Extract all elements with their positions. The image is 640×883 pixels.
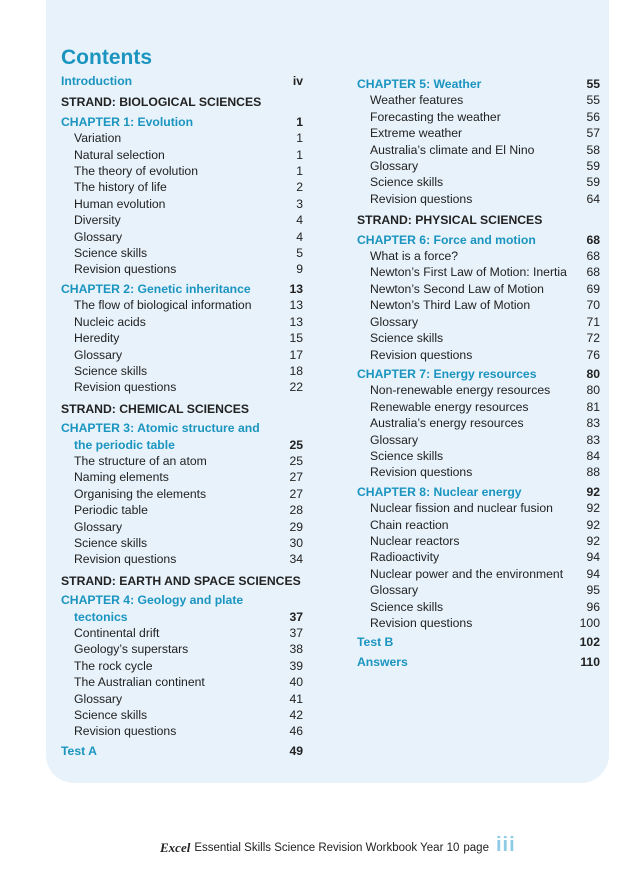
entry-title: Glossary: [370, 159, 419, 174]
test-entry[interactable]: [357, 654, 600, 670]
entry-title: Glossary: [370, 583, 419, 598]
toc-entry[interactable]: [61, 674, 303, 690]
test-entry[interactable]: [61, 743, 303, 759]
toc-entry[interactable]: [357, 330, 600, 346]
toc-entry[interactable]: [357, 517, 600, 533]
toc-entry[interactable]: [357, 264, 600, 280]
entry-title: Non-renewable energy resources: [370, 383, 551, 398]
entry-title: Nucleic acids: [74, 314, 146, 329]
entry-title: Newton’s First Law of Motion: Inertia: [370, 265, 567, 280]
page-number: 80: [586, 366, 600, 381]
page-number: 37: [289, 609, 303, 624]
page-number: 92: [586, 533, 600, 548]
entry-title: Science skills: [370, 448, 444, 463]
entry-title: Human evolution: [74, 196, 166, 211]
chapter-entry[interactable]: [357, 484, 600, 500]
page-number: 70: [586, 298, 600, 313]
page-number: 57: [586, 126, 600, 141]
page-number: 3: [296, 196, 303, 211]
page-number: 68: [586, 265, 600, 280]
toc-entry[interactable]: [357, 415, 600, 431]
toc-entry[interactable]: [61, 261, 303, 277]
toc-entry[interactable]: [61, 130, 303, 146]
toc-entry[interactable]: [357, 248, 600, 264]
strand-heading: [357, 212, 600, 228]
page-number: 15: [289, 331, 303, 346]
toc-entry[interactable]: [61, 486, 303, 502]
toc-entry[interactable]: [61, 147, 303, 163]
entry-title: Revision questions: [370, 347, 473, 362]
toc-entry[interactable]: [61, 707, 303, 723]
page-number: 69: [586, 281, 600, 296]
page-number: 110: [580, 654, 600, 669]
toc-entry[interactable]: [61, 347, 303, 363]
toc-entry[interactable]: [357, 109, 600, 125]
entry-title: Glossary: [74, 229, 123, 244]
strand-heading: [61, 573, 303, 589]
page-number: 18: [289, 363, 303, 378]
toc-entry[interactable]: [61, 314, 303, 330]
entry-title: Revision questions: [370, 191, 473, 206]
toc-entry[interactable]: [61, 453, 303, 469]
entry-title: Extreme weather: [370, 126, 463, 141]
toc-entry[interactable]: [61, 469, 303, 485]
toc-entry[interactable]: [357, 448, 600, 464]
entry-title: Australia’s climate and El Nino: [370, 142, 535, 157]
toc-entry[interactable]: [357, 533, 600, 549]
entry-title: Heredity: [74, 331, 120, 346]
page-number: 13: [289, 314, 303, 329]
toc-entry[interactable]: [357, 566, 600, 582]
page-number: 68: [586, 232, 600, 247]
toc-entry[interactable]: [61, 641, 303, 657]
entry-title: The rock cycle: [74, 658, 153, 673]
chapter-title-line2-row: [61, 609, 303, 625]
entry-title: Glossary: [74, 519, 123, 534]
entry-title: Science skills: [74, 246, 148, 261]
page-number: 38: [289, 642, 303, 657]
chapter-entry[interactable]: [357, 232, 600, 248]
entry-title: Continental drift: [74, 626, 160, 640]
chapter-entry[interactable]: [61, 592, 303, 625]
footer-page-number: iii: [495, 834, 516, 856]
page-footer: [160, 836, 516, 859]
entry-title: Renewable energy resources: [370, 399, 529, 414]
toc-entry[interactable]: [61, 379, 303, 395]
page-number: 88: [586, 465, 600, 480]
entry-title: Australia’s energy resources: [370, 416, 524, 431]
footer-brand: Excel: [160, 839, 191, 855]
page-number: 27: [289, 486, 303, 501]
page-number: 27: [289, 470, 303, 485]
page-number: 13: [289, 281, 303, 296]
entry-title: The flow of biological information: [74, 298, 252, 313]
page-number: 64: [586, 191, 600, 206]
entry-title: Test A: [61, 743, 97, 758]
page-number: 25: [289, 437, 303, 452]
toc-entry[interactable]: [61, 658, 303, 674]
page-number: 22: [289, 380, 303, 395]
page-number: 42: [289, 708, 303, 723]
entry-title: STRAND: BIOLOGICAL SCIENCES: [61, 95, 262, 110]
page-number: 102: [579, 635, 600, 650]
page-number: 17: [289, 347, 303, 362]
entry-title: Organising the elements: [74, 486, 207, 501]
chapter-title-line1: CHAPTER 4: Geology and plate: [61, 593, 244, 608]
strand-heading: [61, 94, 303, 110]
entry-title: Answers: [357, 654, 408, 669]
chapter-entry[interactable]: [61, 420, 303, 453]
toc-entry[interactable]: [61, 163, 303, 179]
entry-title: Naming elements: [74, 470, 169, 485]
chapter-entry[interactable]: [61, 114, 303, 130]
contents-column-left: [61, 73, 303, 759]
toc-entry[interactable]: [61, 297, 303, 313]
entry-title: Variation: [74, 131, 122, 146]
entry-title: Revision questions: [74, 724, 177, 739]
page-number: 13: [289, 298, 303, 313]
entry-title: Revision questions: [74, 262, 177, 277]
page-number: 96: [586, 599, 600, 614]
toc-entry[interactable]: [61, 519, 303, 535]
entry-title: CHAPTER 5: Weather: [357, 77, 482, 91]
chapter-title-line1: CHAPTER 3: Atomic structure and: [61, 421, 260, 436]
entry-title: Weather features: [370, 93, 464, 108]
toc-entry[interactable]: [357, 297, 600, 313]
page-number: 81: [586, 399, 600, 414]
toc-entry[interactable]: [357, 399, 600, 415]
toc-entry[interactable]: [61, 330, 303, 346]
toc-entry[interactable]: [357, 432, 600, 448]
page-number: 30: [289, 535, 303, 550]
toc-entry[interactable]: [357, 382, 600, 398]
entry-title: Science skills: [74, 535, 148, 550]
toc-entry[interactable]: [61, 363, 303, 379]
toc-entry[interactable]: [357, 615, 600, 631]
entry-title: The theory of evolution: [74, 164, 198, 179]
page-number: 59: [586, 175, 600, 190]
page-number: 56: [586, 109, 600, 124]
page-number: 55: [586, 93, 600, 108]
strand-heading: [61, 401, 303, 417]
page-number: 28: [289, 503, 303, 518]
page-number: 2: [296, 180, 303, 195]
toc-entry[interactable]: [357, 158, 600, 174]
toc-entry[interactable]: [61, 502, 303, 518]
entry-title: Introduction: [61, 74, 133, 88]
toc-entry[interactable]: [357, 191, 600, 207]
chapter-title-line2: the periodic table: [74, 437, 175, 452]
entry-title: Newton’s Third Law of Motion: [370, 298, 531, 313]
toc-entry[interactable]: [357, 464, 600, 480]
page-number: 100: [579, 616, 600, 630]
entry-title: Radioactivity: [370, 550, 440, 565]
entry-title: Natural selection: [74, 147, 165, 162]
toc-entry[interactable]: [357, 174, 600, 190]
page-number: 4: [296, 213, 303, 228]
page-number: 9: [296, 262, 303, 277]
entry-title: CHAPTER 8: Nuclear energy: [357, 484, 522, 499]
toc-entry[interactable]: [357, 347, 600, 363]
page-number: 80: [586, 383, 600, 398]
page-number: 83: [586, 432, 600, 447]
entry-title: Newton’s Second Law of Motion: [370, 281, 544, 296]
page-number: 1: [296, 164, 303, 179]
page-number: 76: [586, 347, 600, 362]
contents-column-right: [357, 73, 600, 670]
page-number: 94: [586, 550, 600, 565]
entry-title: What is a force?: [370, 249, 459, 264]
page-number: 46: [289, 724, 303, 739]
toc-entry[interactable]: [357, 92, 600, 108]
page-number: 40: [289, 675, 303, 690]
footer-title: Essential Skills Science Revision Workbook Year 10: [194, 841, 460, 854]
entry-title: Chain reaction: [370, 517, 449, 532]
entry-title: Geology’s superstars: [74, 642, 189, 657]
page-number: 59: [586, 159, 600, 174]
entry-title: Science skills: [370, 599, 444, 614]
page-number: 72: [586, 331, 600, 346]
chapter-title-line2-row: [61, 437, 303, 453]
entry-title: The structure of an atom: [74, 453, 207, 468]
entry-title: The history of life: [74, 180, 167, 195]
page-number: 1: [296, 147, 303, 162]
page-number: 39: [289, 658, 303, 673]
entry-title: STRAND: EARTH AND SPACE SCIENCES: [61, 573, 301, 588]
toc-entry[interactable]: [357, 500, 600, 516]
entry-title: Revision questions: [74, 552, 177, 567]
entry-title: Diversity: [74, 213, 121, 228]
entry-title: Glossary: [74, 691, 123, 706]
page-number: 68: [586, 249, 600, 264]
entry-title: Science skills: [370, 331, 444, 346]
chapter-entry[interactable]: [61, 281, 303, 297]
entry-title: Glossary: [370, 432, 419, 447]
toc-entry[interactable]: [61, 229, 303, 245]
page-number: 92: [586, 517, 600, 532]
toc-entry[interactable]: [357, 142, 600, 158]
page-number: 34: [289, 552, 303, 567]
entry-title: The Australian continent: [74, 675, 205, 690]
entry-title: Nuclear fission and nuclear fusion: [370, 501, 553, 516]
entry-title: Forecasting the weather: [370, 109, 501, 124]
entry-title: Revision questions: [74, 380, 177, 395]
page-number: 37: [289, 626, 303, 640]
page-number: 83: [586, 416, 600, 431]
toc-entry[interactable]: [61, 535, 303, 551]
page-number: 1: [296, 131, 303, 146]
toc-entry[interactable]: [357, 599, 600, 615]
page-number: 95: [586, 583, 600, 598]
entry-title: Nuclear power and the environment: [370, 566, 564, 581]
entry-title: CHAPTER 1: Evolution: [61, 114, 194, 129]
toc-entry[interactable]: [61, 723, 303, 739]
entry-title: Revision questions: [370, 465, 473, 480]
page-number: 92: [586, 484, 600, 499]
footer-page-label: page: [463, 841, 489, 854]
entry-title: Test B: [357, 635, 394, 650]
entry-title: Science skills: [370, 175, 444, 190]
page-number: 58: [586, 142, 600, 157]
toc-entry[interactable]: [357, 582, 600, 598]
entry-title: Nuclear reactors: [370, 533, 460, 548]
entry-title: STRAND: PHYSICAL SCIENCES: [357, 213, 543, 228]
toc-entry[interactable]: [357, 314, 600, 330]
page-number: 5: [296, 246, 303, 261]
toc-entry[interactable]: [61, 179, 303, 195]
page-number: 4: [296, 229, 303, 244]
toc-entry[interactable]: [357, 125, 600, 141]
chapter-entry[interactable]: [357, 366, 600, 382]
toc-entry[interactable]: [61, 691, 303, 707]
toc-entry[interactable]: [61, 245, 303, 261]
page-number: 25: [289, 453, 303, 468]
page-number: 1: [296, 114, 303, 129]
introduction-entry[interactable]: [61, 73, 303, 89]
page-number: 29: [289, 519, 303, 534]
entry-title: CHAPTER 7: Energy resources: [357, 366, 537, 381]
entry-title: CHAPTER 6: Force and motion: [357, 232, 536, 247]
toc-entry[interactable]: [357, 549, 600, 565]
page-number: 84: [586, 448, 600, 463]
page-number: 94: [586, 566, 600, 581]
page-number: 71: [586, 314, 600, 329]
page-number: 55: [586, 77, 600, 91]
entry-title: Periodic table: [74, 503, 148, 518]
toc-entry[interactable]: [61, 625, 303, 641]
entry-title: Science skills: [74, 363, 148, 378]
page-number: 41: [289, 691, 303, 706]
toc-entry[interactable]: [61, 551, 303, 567]
toc-entry[interactable]: [357, 281, 600, 297]
test-entry[interactable]: [357, 634, 600, 650]
entry-title: CHAPTER 2: Genetic inheritance: [61, 281, 251, 296]
toc-entry[interactable]: [61, 212, 303, 228]
toc-entry[interactable]: [61, 196, 303, 212]
page-number: iv: [292, 74, 303, 88]
entry-title: Glossary: [74, 347, 123, 362]
entry-title: Science skills: [74, 708, 148, 723]
entry-title: Revision questions: [370, 616, 473, 630]
page-title: Contents: [61, 46, 152, 69]
entry-title: Glossary: [370, 314, 419, 329]
chapter-title-line2: tectonics: [74, 609, 128, 624]
page-number: 92: [586, 501, 600, 516]
entry-title: STRAND: CHEMICAL SCIENCES: [61, 401, 250, 416]
chapter-entry[interactable]: [357, 76, 600, 92]
page-number: 49: [289, 743, 303, 758]
